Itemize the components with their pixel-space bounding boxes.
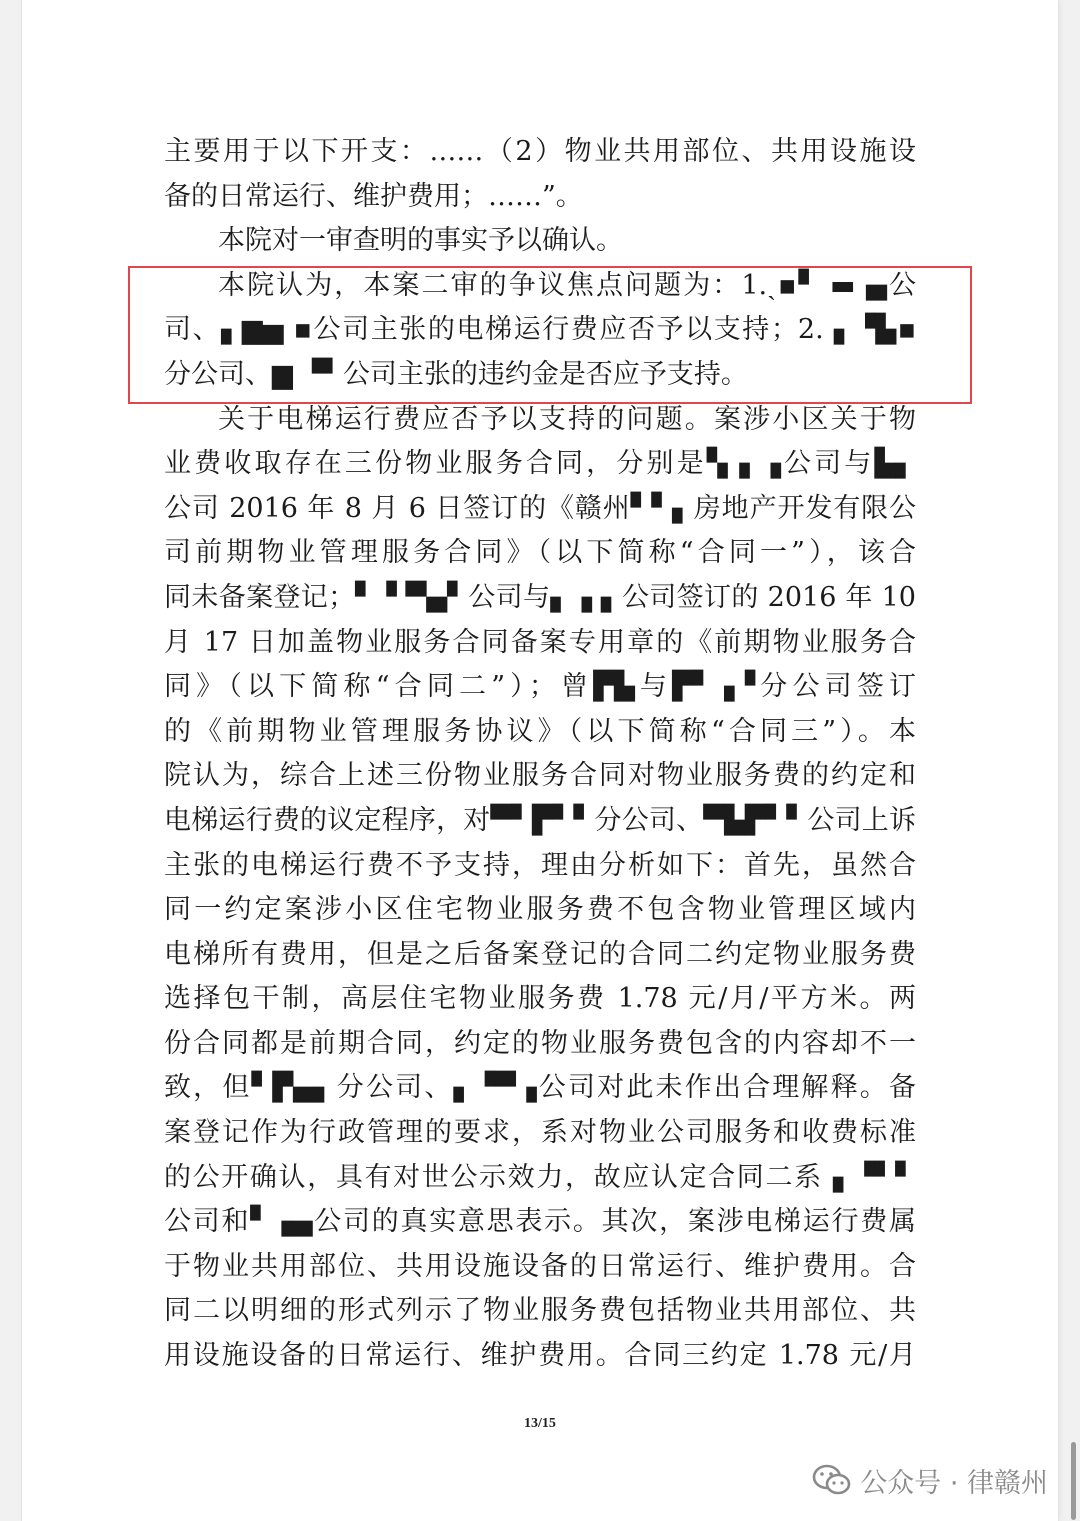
text-line: 份合同都是前期合同，约定的物业服务费包含的内容却不一: [164, 1027, 916, 1059]
text-line: 同一约定案涉小区住宅物业服务费不包含物业管理区域内: [164, 894, 916, 926]
watermark-text: 公众号 · 律赣州: [860, 1467, 1048, 1499]
text-line: 于物业共用部位、共用设施设备的日常运行、维护费用。合: [164, 1250, 916, 1282]
text-line: 公司 2016 年 8 月 6 日签订的《赣州▘▘▖房地产开发有限公: [164, 492, 916, 524]
text-line: 用设施设备的日常运行、维护费用。合同三约定 1.78 元/月: [164, 1340, 916, 1372]
text-line: 同未备案登记；▘▝ ▀▄▘公司与▖▗ ▖公司签订的 2016 年 10: [164, 581, 916, 613]
text-line: 本院认为，本案二审的争议焦点问题为：1.ˎ▪▘ ▬ ▄公: [218, 269, 916, 301]
highlight-box: [128, 266, 972, 404]
text-line: 选择包干制，高层住宅物业服务费 1.78 元/月/平方米。两: [164, 983, 916, 1015]
text-line: 司前期物业管理服务合同》（以下简称“合同一”），该合: [164, 537, 916, 569]
text-line: 的公开确认，具有对世公示效力，故应认定合同二系 ▖▝▘▘: [164, 1161, 916, 1193]
text-line: 关于电梯运行费应否予以支持的问题。案涉小区关于物: [218, 403, 916, 435]
text-line: 致，但▘▛▄▖分公司、▖▝▀▗公司对此未作出合理解释。备: [164, 1072, 916, 1104]
wechat-watermark: [812, 1458, 1048, 1502]
text-line: 备的日常运行、维护费用；……”。: [164, 180, 583, 212]
scrollbar[interactable]: [1071, 1442, 1076, 1520]
text-line: 业费收取存在三份物业服务合同，分别是▚ ▖▗公司与▙▖: [164, 448, 916, 480]
text-line: 分公司、▆ ▝▘公司主张的违约金是否应予支持。: [164, 358, 748, 390]
text-line: 本院对一审查明的事实予以确认。: [218, 225, 623, 257]
text-line: 院认为，综合上述三份物业服务合同对物业服务费的约定和: [164, 760, 916, 792]
text-line: 电梯运行费的议定程序，对▀▘▛▘▘分公司、▀▙▛▘▘公司上诉: [164, 804, 916, 836]
text-line: 同》（以下简称“合同二”）；曾▛▙与▛▘▗▝分公司签订: [164, 671, 916, 703]
text-line: 案登记作为行政管理的要求，系对物业公司服务和收费标准: [164, 1117, 916, 1149]
text-line: 电梯所有费用，但是之后备案登记的合同二约定物业服务费: [164, 938, 916, 970]
text-line: 主要用于以下开支：……（2）物业共用部位、共用设施设: [164, 136, 916, 167]
wechat-icon: [812, 1463, 852, 1497]
text-line: 同二以明细的形式列示了物业服务费包括物业共用部位、共: [164, 1295, 916, 1327]
text-line: 主张的电梯运行费不予支持，理由分析如下：首先，虽然合: [164, 849, 916, 881]
text-line: 的《前期物业管理服务协议》（以下简称“合同三”）。本: [164, 715, 916, 747]
text-line: 月 17 日加盖物业服务合同备案专用章的《前期物业服务合: [164, 626, 916, 658]
text-line: 公司和▘▗▄公司的真实意思表示。其次，案涉电梯运行费属: [164, 1206, 916, 1238]
page-number: 13/15: [524, 1416, 556, 1431]
text-line: 司、▖▆▅ ▪公司主张的电梯运行费应否予以支持；2. ▖▝▙▪: [164, 314, 916, 346]
